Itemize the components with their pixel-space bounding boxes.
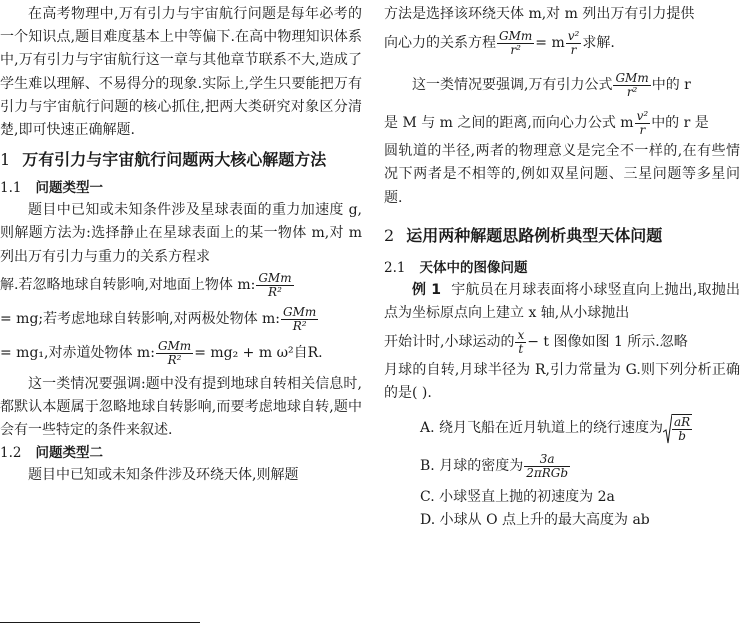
equation-line-3 bbox=[0, 337, 362, 371]
emph2-numerator: GMm bbox=[615, 70, 649, 85]
example-fraction-line bbox=[384, 325, 740, 359]
type1-paragraph: 题目中已知或未知条件涉及星球表面的重力加速度 g,则解题方法为:选择静止在星球表面上的某一物体 m,对 m 列出万有引力与重力的关系方程求 bbox=[0, 202, 362, 265]
section-2-title: 运用两种解题思路例析典型天体问题 bbox=[406, 225, 663, 245]
eq3-denominator: R² bbox=[167, 353, 182, 368]
subsection-1-2-title: 问题类型二 bbox=[35, 445, 103, 462]
eq4-numerator-2: v² bbox=[567, 28, 580, 43]
section-1-heading bbox=[0, 146, 362, 173]
eq4-numerator: GMm bbox=[499, 28, 533, 43]
section-1-title: 万有引力与宇宙航行问题两大核心解题方法 bbox=[22, 150, 327, 170]
eq4-denominator: r² bbox=[510, 42, 521, 57]
line2-denominator: r bbox=[639, 122, 646, 137]
emph2-denominator: r² bbox=[626, 84, 638, 99]
subsection-1-2-heading bbox=[0, 442, 362, 464]
subsection-2-1-title: 天体中的图像问题 bbox=[419, 259, 528, 276]
emphasis-1-paragraph: 这一类情况要强调:题中没有提到地球自转相关信息时,都默认本题属于忽略地球自转影响,而要考虑地球自转,题中会有一些特定的条件来叙述. bbox=[0, 375, 362, 439]
emph2-suffix: 中的 r bbox=[651, 76, 691, 93]
example-label: 例 1 bbox=[412, 281, 442, 298]
example-paragraph bbox=[384, 279, 740, 325]
eq1-fraction bbox=[256, 272, 293, 299]
eq4-prefix: 向心力的关系方程 bbox=[384, 34, 496, 51]
option-a bbox=[420, 412, 740, 446]
subsection-2-1-number: 2.1 bbox=[384, 259, 406, 276]
option-a-denominator: b bbox=[678, 428, 686, 443]
ex-line-suffix: − t 图像如图 1 所示.忽略 bbox=[527, 333, 688, 350]
eq4-fraction-2 bbox=[566, 30, 582, 57]
eq4-fraction bbox=[497, 30, 534, 57]
footnote-rule bbox=[0, 622, 200, 623]
option-a-numerator: aR bbox=[674, 414, 691, 429]
eq3-prefix: = mg₁,对赤道处物体 m: bbox=[0, 345, 155, 362]
option-a-fraction bbox=[672, 416, 692, 443]
emph2-prefix: 这一类情况要强调,万有引力公式 bbox=[412, 76, 613, 93]
option-d: D. 小球从 O 点上升的最大高度为 ab bbox=[420, 511, 650, 528]
eq2-numerator: GMm bbox=[283, 305, 317, 320]
example-rest: 月球的自转,月球半径为 R,引力常量为 G.则下列分析正确的是( ). bbox=[384, 362, 740, 402]
subsection-2-1-heading bbox=[384, 257, 740, 279]
emph2-fraction bbox=[613, 72, 650, 99]
eq1-denominator: R² bbox=[268, 285, 282, 300]
subsection-1-1-number: 1.1 bbox=[0, 180, 22, 197]
ex-denominator: t bbox=[518, 341, 524, 356]
subsection-1-1-heading bbox=[0, 177, 362, 199]
continuation-line: 方法是选择该环绕天体 m,对 m 列出万有引力提供 bbox=[384, 6, 695, 22]
emphasis-2-line-1 bbox=[384, 68, 740, 102]
ex-line-prefix: 开始计时,小球运动的 bbox=[384, 333, 515, 350]
line2-fraction bbox=[635, 110, 651, 137]
eq4-denominator-2: r bbox=[570, 42, 577, 57]
ex-fraction bbox=[515, 329, 526, 356]
option-c: C. 小球竖直上抛的初速度为 2a bbox=[420, 488, 615, 505]
eq2-prefix: = mg;若考虑地球自转影响,对两极处物体 m: bbox=[0, 311, 281, 328]
option-b-denominator: 2πRGb bbox=[526, 466, 569, 481]
eq2-denominator: R² bbox=[292, 319, 307, 334]
type2-paragraph: 题目中已知或未知条件涉及环绕天体,则解题 bbox=[28, 467, 299, 484]
subsection-1-2-number: 1.2 bbox=[0, 445, 22, 462]
eq2-fraction bbox=[281, 306, 318, 333]
eq3-fraction bbox=[156, 340, 193, 367]
option-a-prefix: A. 绕月飞船在近月轨道上的绕行速度为 bbox=[420, 420, 664, 437]
option-b-fraction bbox=[524, 453, 570, 480]
line2-numerator: v² bbox=[636, 108, 649, 123]
eq1-numerator: GMm bbox=[258, 271, 292, 286]
emphasis-2-line-2 bbox=[384, 106, 740, 140]
eq4-suffix: 求解. bbox=[582, 34, 615, 51]
right-column bbox=[384, 0, 740, 532]
section-2-heading bbox=[384, 222, 740, 249]
left-column bbox=[0, 0, 362, 488]
line2-prefix: 是 M 与 m 之间的距离,而向心力公式 m bbox=[384, 114, 634, 131]
eq3-numerator: GMm bbox=[157, 339, 192, 354]
option-b-prefix: B. 月球的密度为 bbox=[420, 458, 524, 475]
emphasis-2-rest: 圆轨道的半径,两者的物理意义是完全不一样的,在有些情况下两者是不相等的,例如双星问题、三星问题等多星问题. bbox=[384, 143, 740, 206]
subsection-1-1-title: 问题类型一 bbox=[35, 180, 103, 197]
eq3-suffix: = mg₂ + m ω²自R. bbox=[194, 345, 323, 362]
option-a-sqrt bbox=[663, 414, 692, 444]
equation-line-4 bbox=[384, 26, 740, 60]
section-2-number: 2 bbox=[384, 225, 395, 245]
eq1-prefix: 解.若忽略地球自转影响,对地面上物体 m: bbox=[0, 277, 256, 294]
radical-sign-icon bbox=[663, 414, 672, 444]
example-text: 宇航员在月球表面将小球竖直向上抛出,取抛出点为坐标原点向上建立 x 轴,从小球抛出 bbox=[384, 281, 740, 322]
option-b bbox=[420, 450, 740, 484]
intro-paragraph: 在高考物理中,万有引力与宇宙航行问题是每年必考的一个知识点,题目难度基本上中等偏下.在高中物理知识体系中,万有引力与宇宙航行这一章与其他章节联系不大,造成了学生难以理解、不易得分的现象.实际上,学生只要能把万有引力与宇宙航行问题的核心抓住,把两大类研究对象区分清楚,即可快速正确解题. bbox=[0, 6, 362, 139]
section-1-number: 1 bbox=[0, 150, 11, 170]
equation-line-2 bbox=[0, 303, 362, 337]
eq4-mid: = m bbox=[535, 34, 565, 51]
equation-line-1 bbox=[0, 269, 362, 303]
line2-suffix: 中的 r 是 bbox=[651, 114, 709, 131]
option-b-numerator: 3a bbox=[524, 453, 570, 467]
ex-numerator: x bbox=[517, 327, 525, 342]
